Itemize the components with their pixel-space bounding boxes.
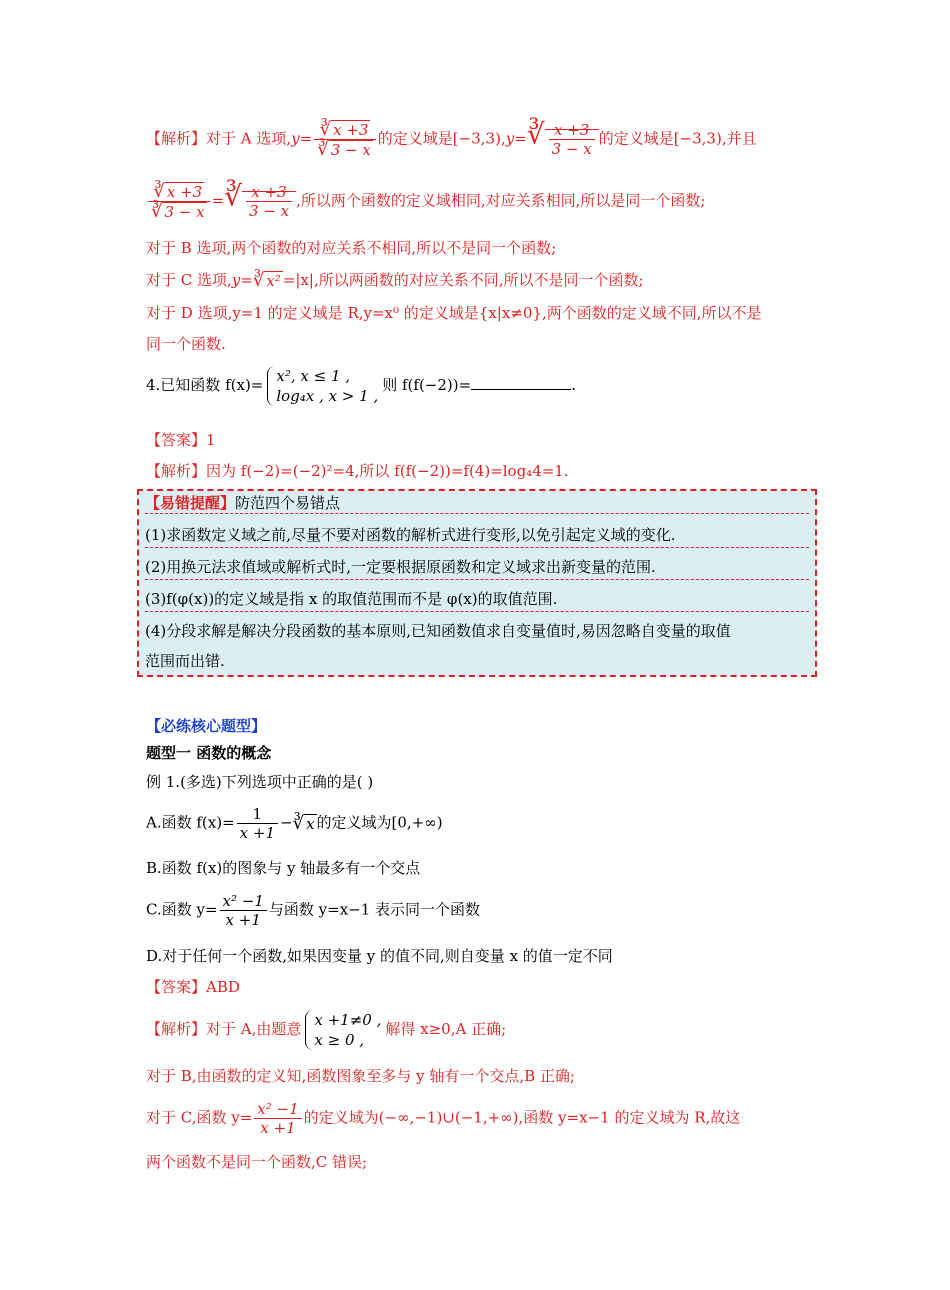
answer-4: 【答案】1 — [146, 431, 216, 449]
box-title: 【易错提醒】防范四个易错点 — [145, 493, 809, 514]
analysis-a-line2: $\frac{∛ x +3}{∛ 3 - x}$ =∛ $\frac{x +3}{3 - x}$ ,所以两个函数的定义域相同,对应关系相同,所以是同一个函数; — [146, 182, 706, 221]
box-item-3: (3)f(φ(x))的定义域是指 x 的取值范围而不是 φ(x)的取值范围. — [145, 589, 809, 612]
analysis-tag: 【解析】 — [146, 129, 207, 148]
question-type-heading: 题型一 函数的概念 — [146, 744, 272, 762]
analysis-b: 对于 B 选项,两个函数的对应关系不相同,所以不是同一个函数; — [146, 239, 557, 257]
question-4: 4.已知函数 f(x)= x², x ≤ 1 , log₄x , x > 1 , 则 f(f(−2))= . — [146, 367, 576, 405]
fraction-cbrt: $\frac{∛ x +3}{∛ 3 - x}$ — [314, 120, 376, 159]
box-item-2: (2)用换元法求值域或解析式时,一定要根据原函数和定义域求出新变量的范围. — [145, 557, 809, 580]
section-heading: 【必练核心题型】 — [146, 717, 267, 735]
analysis-ex1-b: 对于 B,由函数的定义知,函数图象至多与 y 轴有一个交点,B 正确; — [146, 1067, 575, 1085]
answer-ex1: 【答案】ABD — [146, 978, 240, 996]
box-item-1: (1)求函数定义域之前,尽量不要对函数的解析式进行变形,以免引起定义域的变化. — [145, 525, 809, 548]
analysis-d1: 对于 D 选项,y=1 的定义域是 R,y=x⁰ 的定义域是{x|x≠0},两个函数的定义域不同,所以不是 — [146, 304, 762, 322]
analysis-ex1-d: 两个函数不是同一个函数,C 错误; — [146, 1153, 368, 1171]
analysis-4: 【解析】因为 f(−2)=(−2)²=4,所以 f(f(−2))=f(4)=log₄4=1. — [146, 462, 569, 480]
example-1: 例 1.(多选)下列选项中正确的是( ) — [146, 773, 374, 791]
analysis-a-line1: 【解析】对于 A 选项,y= $\frac{∛ x +3}{∛ 3 - x}$ 的定义域是[−3,3),y=∛ $\frac{x +3}{3 - x}$ 的定义域是[−3,3),并且 — [146, 117, 757, 160]
analysis-d2: 同一个函数. — [146, 335, 226, 353]
radical-fraction: ∛ $\frac{x +3}{3 - x}$ — [527, 121, 599, 158]
answer-blank — [471, 375, 571, 390]
analysis-c: 对于 C 选项,y=∛ x² =|x|,所以两函数的对应关系不同,所以不是同一个函数; — [146, 270, 644, 291]
option-d: D.对于任何一个函数,如果因变量 y 的值不同,则自变量 x 的值一定不同 — [146, 947, 613, 965]
option-b: B.函数 f(x)的图象与 y 轴最多有一个交点 — [146, 859, 421, 877]
common-mistakes-box — [137, 489, 817, 677]
option-a: A.函数 f(x)= $\frac{1}{x +1}$ −∛ x 的定义域为[0,+∞) — [146, 805, 443, 842]
piecewise-brace: x², x ≤ 1 , log₄x , x > 1 , — [267, 366, 378, 406]
option-c: C.函数 y= $\frac{\text{x² −1}}{x +1}$ 与函数 y=x−1 表示同一个函数 — [146, 892, 481, 929]
analysis-ex1-a: 【解析】对于 A,由题意 x +1≠0 , x ≥ 0 , 解得 x≥0,A 正确; — [146, 1011, 507, 1049]
analysis-ex1-c: 对于 C,函数 y= $\frac{\text{x² −1}}{x +1}$ 的定义域为(−∞,−1)∪(−1,+∞),函数 y=x−1 的定义域为 R,故这 — [146, 1100, 741, 1137]
box-item-4: (4)分段求解是解决分段函数的基本原则,已知函数值求自变量值时,易因忽略自变量的取值 范围而出错. — [145, 622, 731, 670]
